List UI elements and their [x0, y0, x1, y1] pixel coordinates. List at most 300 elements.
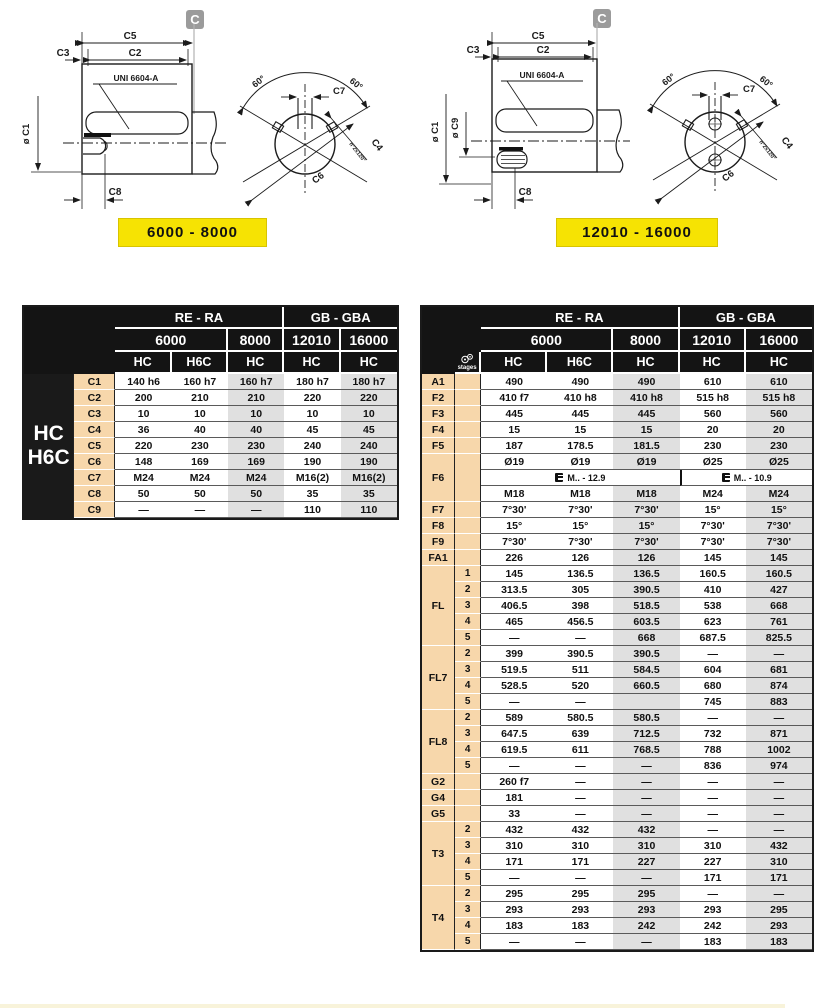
value-cell: 183 — [547, 918, 613, 934]
side-view — [63, 32, 227, 209]
row-label: C1 — [74, 374, 115, 390]
table-row — [422, 694, 812, 710]
value-cell: — — [746, 886, 812, 902]
type-header: HC — [284, 352, 340, 374]
size-header-6000: 6000 — [115, 329, 228, 352]
value-cell: 293 — [613, 902, 679, 918]
value-cell: — — [547, 870, 613, 886]
value-cell: 668 — [746, 598, 812, 614]
row-label: C4 — [74, 422, 115, 438]
type-header: HC — [680, 352, 746, 374]
row-label: C6 — [74, 454, 115, 470]
value-cell: 293 — [547, 902, 613, 918]
stage-cell: 2 — [455, 886, 481, 902]
value-cell: 140 h6 — [115, 374, 171, 390]
row-label: F4 — [422, 422, 455, 438]
size-header-16000: 16000 — [746, 329, 812, 352]
row-label: F7 — [422, 502, 455, 518]
value-cell: 40 — [228, 422, 284, 438]
table-row — [422, 438, 812, 454]
value-cell: — — [481, 758, 547, 774]
value-cell: 15 — [547, 422, 613, 438]
value-cell: 220 — [341, 390, 397, 406]
value-cell: 200 — [115, 390, 171, 406]
value-cell: 515 h8 — [680, 390, 746, 406]
value-cell: 220 — [284, 390, 340, 406]
value-cell: 883 — [746, 694, 812, 710]
table-row — [422, 646, 812, 662]
value-cell: 293 — [680, 902, 746, 918]
value-cell: 712.5 — [613, 726, 679, 742]
value-cell: — — [481, 630, 547, 646]
dim-label-c1: ø C1 — [430, 121, 441, 143]
value-cell: 432 — [547, 822, 613, 838]
row-label: T3 — [422, 822, 455, 886]
value-cell: 310 — [547, 838, 613, 854]
end-view — [650, 71, 780, 198]
row-label: G5 — [422, 806, 455, 822]
value-cell: 398 — [547, 598, 613, 614]
stages-column-header — [455, 352, 481, 374]
value-cell: 518.5 — [613, 598, 679, 614]
table-row — [422, 486, 812, 502]
value-cell: 183 — [680, 934, 746, 950]
value-cell: 313.5 — [481, 582, 547, 598]
row-label: F2 — [422, 390, 455, 406]
type-header: H6C — [172, 352, 228, 374]
value-cell: 390.5 — [613, 646, 679, 662]
value-cell: — — [172, 502, 228, 518]
value-cell: — — [547, 806, 613, 822]
dim-label-c3: C3 — [466, 45, 480, 56]
table-row — [422, 758, 812, 774]
value-cell: M18 — [613, 486, 679, 502]
value-cell: — — [228, 502, 284, 518]
value-cell: 520 — [547, 678, 613, 694]
value-cell: 432 — [613, 822, 679, 838]
dim-label-c4: C4 — [778, 135, 795, 152]
value-cell: 20 — [680, 422, 746, 438]
stage-cell — [455, 406, 481, 422]
value-cell: 145 — [680, 550, 746, 566]
value-cell: 432 — [746, 838, 812, 854]
value-cell: 295 — [481, 886, 547, 902]
value-cell: 974 — [746, 758, 812, 774]
value-cell: 10 — [115, 406, 171, 422]
size-range-caption-right: 12010 - 16000 — [556, 218, 718, 247]
stage-cell — [455, 550, 481, 566]
value-cell: 180 h7 — [341, 374, 397, 390]
row-label: F6 — [422, 454, 455, 502]
value-cell: 7°30' — [613, 534, 679, 550]
value-cell: — — [680, 646, 746, 662]
value-cell: 874 — [746, 678, 812, 694]
table-row — [422, 822, 812, 838]
stage-cell — [455, 390, 481, 406]
value-cell: 7°30' — [547, 534, 613, 550]
stage-cell: 3 — [455, 838, 481, 854]
page-bottom-strip — [0, 1004, 785, 1008]
stage-cell: 5 — [455, 870, 481, 886]
stage-cell — [455, 454, 481, 502]
table-row — [422, 534, 812, 550]
value-cell: M16(2) — [341, 470, 397, 486]
value-cell: 668 — [613, 630, 679, 646]
value-cell: 15° — [746, 502, 812, 518]
size-range-caption-left: 6000 - 8000 — [118, 218, 267, 247]
value-cell: — — [680, 774, 746, 790]
table-row — [24, 454, 397, 470]
value-cell: — — [547, 790, 613, 806]
dim-label-c6: C6 — [310, 170, 327, 187]
value-cell: — — [613, 758, 679, 774]
row-label: G2 — [422, 774, 455, 790]
key-pattern-label: n°2x120° — [757, 139, 777, 162]
table-row — [24, 438, 397, 454]
value-cell: Ø19 — [481, 454, 547, 470]
value-cell: 310 — [613, 838, 679, 854]
table-row — [422, 470, 812, 486]
value-cell: 293 — [746, 918, 812, 934]
size-header-12010: 12010 — [680, 329, 746, 352]
table-row — [422, 518, 812, 534]
value-cell: 227 — [680, 854, 746, 870]
row-label: F3 — [422, 406, 455, 422]
value-cell: 610 — [680, 374, 746, 390]
value-cell: — — [547, 934, 613, 950]
value-cell: 511 — [547, 662, 613, 678]
value-cell: 181 — [481, 790, 547, 806]
value-cell: 432 — [481, 822, 547, 838]
value-cell: 310 — [680, 838, 746, 854]
value-cell: 687.5 — [680, 630, 746, 646]
value-cell: 110 — [284, 502, 340, 518]
table-row — [24, 470, 397, 486]
size-header-8000: 8000 — [228, 329, 284, 352]
stage-cell: 4 — [455, 678, 481, 694]
value-cell: 33 — [481, 806, 547, 822]
stage-cell: 3 — [455, 598, 481, 614]
dim-label-c5: C5 — [123, 31, 137, 42]
value-cell: 761 — [746, 614, 812, 630]
table-row — [422, 598, 812, 614]
value-cell: — — [746, 646, 812, 662]
type-header: HC — [481, 352, 547, 374]
value-cell: — — [613, 870, 679, 886]
value-cell: 242 — [680, 918, 746, 934]
value-cell: M24 — [115, 470, 171, 486]
dim-label-c9: ø C9 — [450, 117, 461, 139]
stage-cell — [455, 774, 481, 790]
value-cell: 410 f7 — [481, 390, 547, 406]
value-cell: 310 — [746, 854, 812, 870]
value-cell: 230 — [228, 438, 284, 454]
stage-cell: 4 — [455, 742, 481, 758]
value-cell: 20 — [746, 422, 812, 438]
side-view — [471, 32, 630, 209]
value-cell: 230 — [746, 438, 812, 454]
value-cell: 295 — [547, 886, 613, 902]
value-cell: 126 — [613, 550, 679, 566]
value-cell: 406.5 — [481, 598, 547, 614]
value-cell: 15 — [613, 422, 679, 438]
table-row — [422, 662, 812, 678]
value-cell: 390.5 — [613, 582, 679, 598]
table-row — [422, 374, 812, 390]
row-label: FL7 — [422, 646, 455, 710]
stage-cell — [455, 534, 481, 550]
dim-label-c3: C3 — [56, 48, 70, 59]
value-cell: — — [547, 774, 613, 790]
value-cell: Ø25 — [746, 454, 812, 470]
row-label: C5 — [74, 438, 115, 454]
value-cell: 305 — [547, 582, 613, 598]
value-cell: 183 — [481, 918, 547, 934]
dim-label-c7: C7 — [743, 84, 756, 95]
value-cell: 528.5 — [481, 678, 547, 694]
value-cell: 240 — [284, 438, 340, 454]
value-cell: 490 — [547, 374, 613, 390]
value-cell: 35 — [284, 486, 340, 502]
value-cell: 40 — [172, 422, 228, 438]
dimension-lines — [439, 43, 595, 200]
value-cell: — — [680, 806, 746, 822]
type-header: HC — [746, 352, 812, 374]
value-cell: 178.5 — [547, 438, 613, 454]
dim-label-c1: ø C1 — [21, 123, 32, 145]
dim-label-c7: C7 — [333, 86, 346, 97]
stage-cell: 2 — [455, 646, 481, 662]
row-label: C3 — [74, 406, 115, 422]
dim-label-c6: C6 — [720, 168, 737, 185]
end-view — [240, 73, 370, 200]
value-cell: — — [746, 822, 812, 838]
value-cell: 660.5 — [613, 678, 679, 694]
value-cell: 171 — [547, 854, 613, 870]
value-cell: 390.5 — [547, 646, 613, 662]
value-cell: 580.5 — [613, 710, 679, 726]
value-cell: 190 — [341, 454, 397, 470]
value-cell: 560 — [680, 406, 746, 422]
table-row — [422, 790, 812, 806]
stage-cell: 4 — [455, 854, 481, 870]
value-cell: 50 — [115, 486, 171, 502]
value-cell: 293 — [481, 902, 547, 918]
row-label: C2 — [74, 390, 115, 406]
value-cell: 639 — [547, 726, 613, 742]
row-label: T4 — [422, 886, 455, 950]
value-cell: 45 — [284, 422, 340, 438]
value-cell: 171 — [746, 870, 812, 886]
table-row — [422, 422, 812, 438]
value-cell: 50 — [228, 486, 284, 502]
row-label: C9 — [74, 502, 115, 518]
stage-cell: 4 — [455, 614, 481, 630]
value-cell: — — [680, 790, 746, 806]
header-spacer — [422, 352, 455, 374]
shaft-drawing-12010-16000 — [425, 2, 829, 252]
stage-cell: 5 — [455, 630, 481, 646]
value-cell: M18 — [481, 486, 547, 502]
row-label: FL — [422, 566, 455, 646]
value-cell: 45 — [341, 422, 397, 438]
value-cell: 110 — [341, 502, 397, 518]
value-cell: — — [115, 502, 171, 518]
table-row — [422, 614, 812, 630]
stage-cell — [455, 806, 481, 822]
value-cell: 145 — [746, 550, 812, 566]
value-cell: 7°30' — [680, 518, 746, 534]
value-cell: M24 — [746, 486, 812, 502]
value-cell: 242 — [613, 918, 679, 934]
header-spacer — [422, 329, 481, 352]
value-cell: 136.5 — [613, 566, 679, 582]
header-spacer — [24, 329, 115, 352]
value-cell: 230 — [680, 438, 746, 454]
table-row — [24, 486, 397, 502]
value-cell: 610 — [746, 374, 812, 390]
value-cell: 871 — [746, 726, 812, 742]
value-cell: — — [613, 934, 679, 950]
value-cell: 538 — [680, 598, 746, 614]
header-spacer — [24, 307, 115, 329]
value-cell: 10 — [172, 406, 228, 422]
type-header: HC — [341, 352, 397, 374]
view-tag-c-right: C — [593, 9, 611, 28]
stage-cell: 5 — [455, 934, 481, 950]
value-cell: 7°30' — [481, 502, 547, 518]
value-cell: 226 — [481, 550, 547, 566]
value-cell: — — [746, 806, 812, 822]
value-cell: 210 — [228, 390, 284, 406]
stage-cell: 2 — [455, 822, 481, 838]
value-cell: M18 — [547, 486, 613, 502]
value-cell: 169 — [172, 454, 228, 470]
header-spacer — [422, 307, 481, 329]
value-cell — [613, 694, 679, 710]
screw-class-cell: M.. - 10.9 — [680, 470, 812, 486]
stage-cell: 4 — [455, 918, 481, 934]
value-cell: 410 h8 — [547, 390, 613, 406]
value-cell: 295 — [613, 886, 679, 902]
bolt-icon — [722, 473, 730, 482]
value-cell: 7°30' — [547, 502, 613, 518]
value-cell: 230 — [172, 438, 228, 454]
value-cell: 15° — [613, 518, 679, 534]
stage-cell: 2 — [455, 582, 481, 598]
value-cell: 465 — [481, 614, 547, 630]
value-cell: 445 — [613, 406, 679, 422]
size-header-6000: 6000 — [481, 329, 613, 352]
table-row — [422, 566, 812, 582]
value-cell: 681 — [746, 662, 812, 678]
stage-cell — [455, 422, 481, 438]
value-cell: — — [547, 694, 613, 710]
table-row — [24, 502, 397, 518]
table-row — [422, 678, 812, 694]
value-cell: M24 — [172, 470, 228, 486]
value-cell: 490 — [613, 374, 679, 390]
value-cell: 160.5 — [680, 566, 746, 582]
value-cell: 589 — [481, 710, 547, 726]
angle-label-60-left: 60° — [660, 71, 677, 88]
stage-cell: 3 — [455, 726, 481, 742]
stage-cell: 5 — [455, 694, 481, 710]
value-cell: 148 — [115, 454, 171, 470]
value-cell: — — [680, 710, 746, 726]
stage-cell — [455, 790, 481, 806]
header-spacer — [24, 352, 115, 374]
row-label: C7 — [74, 470, 115, 486]
row-label: F8 — [422, 518, 455, 534]
value-cell: 187 — [481, 438, 547, 454]
value-cell: 584.5 — [613, 662, 679, 678]
value-cell: Ø19 — [547, 454, 613, 470]
key-pattern-label: n°2x120° — [347, 141, 367, 164]
value-cell: 180 h7 — [284, 374, 340, 390]
value-cell: 680 — [680, 678, 746, 694]
value-cell: — — [746, 774, 812, 790]
table-row — [422, 406, 812, 422]
series-side-label-line: H6C — [27, 446, 70, 469]
keyway-standard-label: UNI 6604-A — [519, 70, 565, 80]
row-label: F5 — [422, 438, 455, 454]
stage-cell: 1 — [455, 566, 481, 582]
value-cell: 490 — [481, 374, 547, 390]
value-cell: 183 — [746, 934, 812, 950]
value-cell: 836 — [680, 758, 746, 774]
table-row — [422, 710, 812, 726]
value-cell: 623 — [680, 614, 746, 630]
value-cell: 50 — [172, 486, 228, 502]
value-cell: M24 — [228, 470, 284, 486]
stage-cell — [455, 518, 481, 534]
size-header-16000: 16000 — [341, 329, 397, 352]
value-cell: 1002 — [746, 742, 812, 758]
value-cell: 35 — [341, 486, 397, 502]
value-cell: — — [680, 886, 746, 902]
value-cell: 604 — [680, 662, 746, 678]
row-label: FA1 — [422, 550, 455, 566]
type-header: HC — [228, 352, 284, 374]
value-cell: 745 — [680, 694, 746, 710]
table-row — [422, 454, 812, 470]
size-header-12010: 12010 — [284, 329, 340, 352]
value-cell: M24 — [680, 486, 746, 502]
shaft-drawing-6000-8000 — [15, 2, 415, 252]
dim-label-c2: C2 — [128, 48, 142, 59]
angle-label-60-right: 60° — [347, 75, 365, 92]
value-cell: 15 — [481, 422, 547, 438]
value-cell: 36 — [115, 422, 171, 438]
type-header: HC — [115, 352, 171, 374]
dim-label-c5: C5 — [531, 31, 545, 42]
value-cell: 10 — [341, 406, 397, 422]
value-cell: 825.5 — [746, 630, 812, 646]
table-row — [422, 582, 812, 598]
value-cell: 295 — [746, 902, 812, 918]
value-cell: — — [613, 774, 679, 790]
dim-label-c2: C2 — [536, 45, 550, 56]
table-row — [422, 502, 812, 518]
screw-class-cell: M.. - 12.9 — [481, 470, 679, 486]
value-cell: 160.5 — [746, 566, 812, 582]
value-cell: — — [481, 694, 547, 710]
value-cell: 260 f7 — [481, 774, 547, 790]
value-cell: 515 h8 — [746, 390, 812, 406]
value-cell: — — [613, 806, 679, 822]
stage-cell — [455, 502, 481, 518]
